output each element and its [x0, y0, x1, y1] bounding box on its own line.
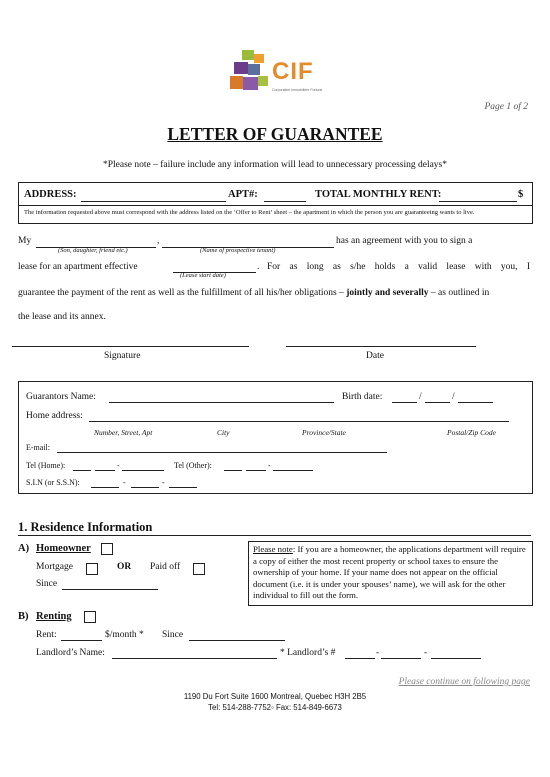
logo: [228, 48, 328, 98]
date-label: Date: [366, 351, 384, 361]
rent-since-label: Since: [162, 630, 184, 640]
birth-year-input[interactable]: [458, 402, 493, 403]
birth-date-label: Birth date:: [342, 392, 383, 402]
tel-home-line[interactable]: [122, 470, 164, 471]
hint-relation: (Son, daughter, friend etc.): [58, 247, 128, 254]
guarantor-name-input[interactable]: [109, 402, 334, 403]
rent-since-input[interactable]: [189, 640, 285, 641]
note-label: Please note: [253, 544, 293, 554]
sub-city: City: [217, 428, 230, 437]
apt-label: APT#:: [228, 189, 258, 200]
tel-home-dash: -: [117, 461, 120, 470]
note-text: : If you are a homeowner, the applications department will require a copy of either the most recent property or school taxes to ensure the ownership of your home. If your name does not appear on the official document (i.e. it is under your spouses’ name), we will ask for the other individual to fill out the form.: [253, 544, 526, 600]
sin-dash-2: -: [162, 478, 165, 487]
letter-line3: [18, 288, 489, 298]
tel-other-area[interactable]: [224, 470, 242, 471]
home-address-input[interactable]: [89, 421, 509, 422]
tel-home-label: Tel (Home):: [26, 461, 66, 470]
letter-comma: ,: [157, 236, 160, 246]
tel-home-area[interactable]: [73, 470, 91, 471]
address-info: The information requested above must correspond with the address listed on the ‘Offer to Rent’ sheet – the apartment in which the person you are guaranteeing wants to live.: [24, 209, 475, 216]
or-label: OR: [117, 562, 132, 572]
letter-line3-a: guarantee the payment of the rent as well as the fulfillment of all his/her obligations –: [18, 288, 344, 298]
birth-slash-2: /: [452, 392, 455, 402]
landlord-name-label: Landlord’s Name:: [36, 648, 105, 658]
address-box: [18, 182, 533, 224]
tel-other-prefix[interactable]: [246, 470, 266, 471]
landlord-prefix-input[interactable]: [381, 658, 421, 659]
guarantor-box: [18, 381, 533, 494]
currency-symbol: $: [518, 189, 524, 200]
guarantor-name-label: Guarantors Name:: [26, 392, 96, 402]
landlord-dash-2: -: [424, 648, 428, 658]
rent-label: Rent:: [36, 630, 57, 640]
mortgage-checkbox[interactable]: [86, 563, 98, 575]
tel-other-label: Tel (Other):: [174, 461, 212, 470]
continue-note: Please continue on following page: [398, 677, 530, 687]
footer-address: 1190 Du Fort Suite 1600 Montreal, Quebec H3H 2B5: [183, 692, 367, 701]
section-b-prefix: B): [18, 611, 29, 622]
apt-input[interactable]: [264, 201, 306, 202]
date-line[interactable]: [286, 346, 476, 347]
homeowner-label: Homeowner: [36, 543, 91, 554]
letter-lease-effective: lease for an apartment effective: [18, 262, 138, 272]
per-month-label: $/month *: [105, 630, 144, 640]
renting-label: Renting: [36, 611, 72, 622]
birth-month-input[interactable]: [425, 402, 450, 403]
sub-province: Province/State: [302, 428, 346, 437]
letter-period: .: [257, 262, 260, 272]
letter-agreement: has an agreement with you to sign a: [336, 236, 473, 246]
paid-off-label: Paid off: [150, 562, 181, 572]
sub-postal: Postal/Zip Code: [447, 428, 496, 437]
address-label: ADDRESS:: [24, 189, 77, 200]
birth-slash-1: /: [419, 392, 422, 402]
signature-line[interactable]: [12, 346, 249, 347]
homeowner-note-box: [248, 541, 533, 606]
tel-other-line[interactable]: [273, 470, 313, 471]
sin-part-3[interactable]: [169, 487, 197, 488]
address-input[interactable]: [81, 201, 226, 202]
logo-text: CIF: [272, 58, 314, 85]
letter-continuation: For as long as s/he holds a valid lease with you, I: [267, 262, 530, 272]
logo-tagline: Corporation Immobilière Fortune: [272, 88, 323, 92]
renting-checkbox[interactable]: [84, 611, 96, 623]
home-address-label: Home address:: [26, 411, 83, 421]
landlord-dash-1: -: [376, 648, 380, 658]
homeowner-note: [253, 544, 530, 602]
sin-label: S.I.N (or S.S.N):: [26, 478, 80, 487]
footer-phone: Tel: 514-288-7752◦ Fax: 514-849-6673: [208, 703, 342, 712]
signature-label: Signature: [104, 351, 141, 361]
birth-day-input[interactable]: [392, 402, 417, 403]
residence-heading: 1. Residence Information: [18, 520, 153, 534]
since-label: Since: [36, 579, 58, 589]
sin-dash-1: -: [123, 478, 126, 487]
homeowner-since-input[interactable]: [62, 589, 158, 590]
letter-line4: the lease and its annex.: [18, 312, 106, 322]
sin-part-1[interactable]: [91, 487, 119, 488]
total-rent-input[interactable]: [439, 201, 517, 202]
mortgage-label: Mortgage: [36, 562, 73, 572]
logo-cubes-icon: [228, 48, 276, 96]
landlord-name-input[interactable]: [112, 658, 277, 659]
processing-note: *Please note – failure include any information will lead to unnecessary processing delays*: [102, 160, 447, 170]
letter-jointly: jointly and severally: [346, 288, 429, 298]
letter-my: My: [18, 236, 32, 246]
sin-part-2[interactable]: [131, 487, 159, 488]
tel-home-prefix[interactable]: [95, 470, 115, 471]
section-a-prefix: A): [18, 543, 30, 554]
rent-input[interactable]: [61, 640, 102, 641]
hint-tenant: (Name of prospective tenant): [200, 247, 276, 254]
landlord-area-input[interactable]: [345, 658, 375, 659]
page-title: LETTER OF GUARANTEE: [167, 124, 383, 144]
tel-other-dash: -: [268, 461, 271, 470]
landlord-line-input[interactable]: [431, 658, 481, 659]
page-number: Page 1 of 2: [484, 102, 528, 112]
landlord-number-label: * Landlord’s #: [280, 648, 336, 658]
sub-street: Number, Street, Apt: [94, 428, 153, 437]
homeowner-checkbox[interactable]: [101, 543, 113, 555]
letter-line3-b: – as outlined in: [430, 288, 490, 298]
total-rent-label: TOTAL MONTHLY RENT:: [315, 189, 442, 200]
hint-lease: (Lease start date): [180, 272, 226, 279]
paid-off-checkbox[interactable]: [193, 563, 205, 575]
email-label: E-mail:: [26, 443, 50, 452]
email-input[interactable]: [57, 452, 387, 453]
